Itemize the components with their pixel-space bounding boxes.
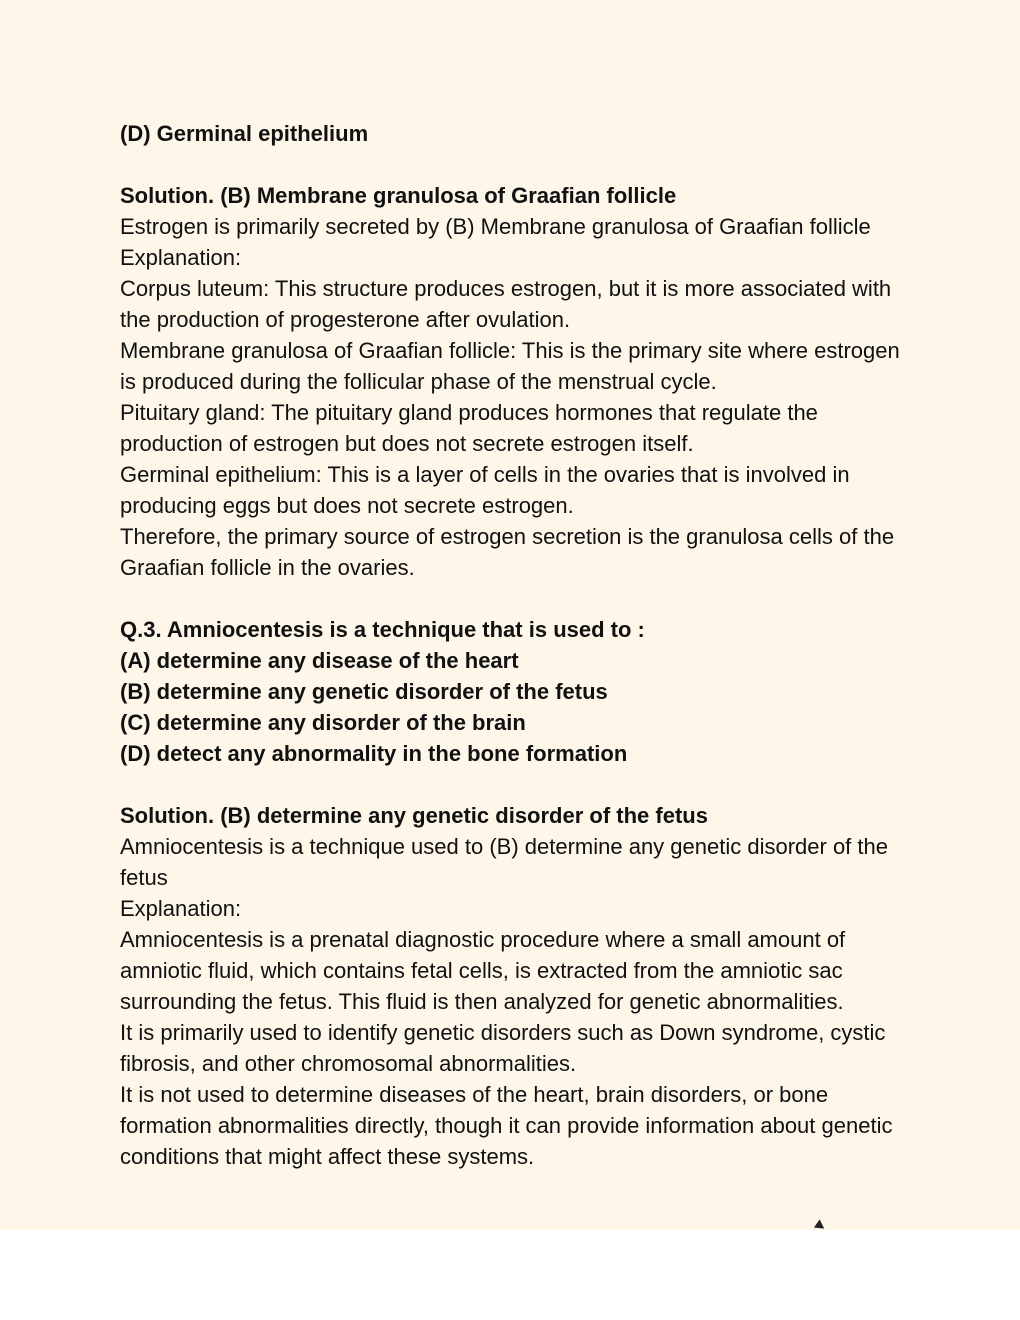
- q3-option-a: (A) determine any disease of the heart: [120, 648, 519, 673]
- mouse-pointer-icon: [814, 1219, 827, 1232]
- document-content: [120, 118, 910, 1172]
- q3-solution-line: Explanation:: [120, 896, 242, 921]
- q3-solution-line: It is not used to determine diseases of the heart, brain disorders, or bone formation abnormalities directly, though it can provide information about genetic conditions that might affect these systems.: [120, 1082, 893, 1169]
- q2-solution-heading: Solution. (B) Membrane granulosa of Graafian follicle: [120, 183, 677, 208]
- q2-solution-line: Corpus luteum: This structure produces estrogen, but it is more associated with the production of progesterone after ovulation.: [120, 276, 892, 332]
- q3-solution-line: Amniocentesis is a technique used to (B) determine any genetic disorder of the fetus: [120, 834, 888, 890]
- q2-solution-line: Explanation:: [120, 245, 242, 270]
- q2-option-d: (D) Germinal epithelium: [120, 121, 369, 146]
- q2-solution-line: Germinal epithelium: This is a layer of cells in the ovaries that is involved in producing eggs but does not secrete estrogen.: [120, 462, 850, 518]
- q2-solution-line: Estrogen is primarily secreted by (B) Membrane granulosa of Graafian follicle: [120, 214, 871, 239]
- q3-solution-line: It is primarily used to identify genetic disorders such as Down syndrome, cystic fibrosis, and other chromosomal abnormalities.: [120, 1020, 886, 1076]
- q3-solution-heading: Solution. (B) determine any genetic disorder of the fetus: [120, 803, 708, 828]
- q2-solution-line: Pituitary gland: The pituitary gland produces hormones that regulate the production of estrogen but does not secrete estrogen itself.: [120, 400, 818, 456]
- q3-option-b: (B) determine any genetic disorder of the fetus: [120, 679, 608, 704]
- q3-option-d: (D) detect any abnormality in the bone formation: [120, 741, 628, 766]
- q2-solution-line: Membrane granulosa of Graafian follicle: This is the primary site where estrogen is produced during the follicular phase of the menstrual cycle.: [120, 338, 900, 394]
- q2-solution-line: Therefore, the primary source of estrogen secretion is the granulosa cells of the Graafian follicle in the ovaries.: [120, 524, 895, 580]
- q3-solution-line: Amniocentesis is a prenatal diagnostic procedure where a small amount of amniotic fluid, which contains fetal cells, is extracted from the amniotic sac surrounding the fetus. This fluid is then analyzed for genetic abnormalities.: [120, 927, 846, 1014]
- q3-option-c: (C) determine any disorder of the brain: [120, 710, 526, 735]
- q3-question: Q.3. Amniocentesis is a technique that is used to :: [120, 617, 645, 642]
